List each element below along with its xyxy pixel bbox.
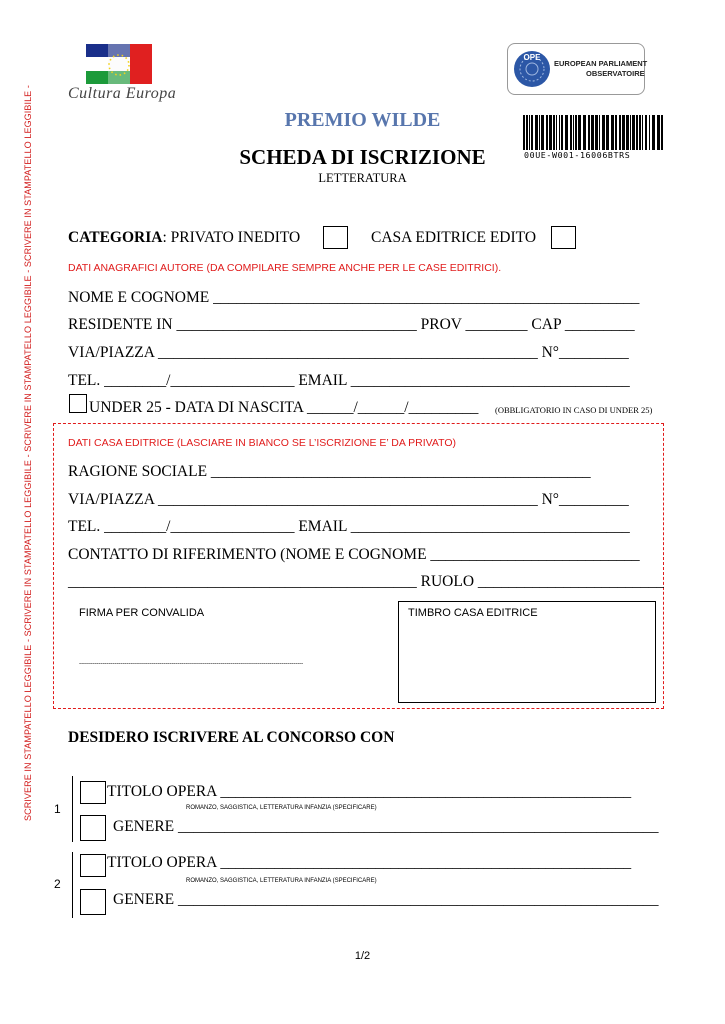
works-heading: DESIDERO ISCRIVERE AL CONCORSO CON (68, 729, 395, 746)
work-1-title-checkbox[interactable] (80, 781, 106, 804)
signature-label: FIRMA PER CONVALIDA (79, 607, 205, 619)
work-1-bracket (72, 776, 73, 842)
work-1-genre-checkbox[interactable] (80, 815, 106, 841)
cultura-europa-logo (86, 44, 152, 84)
author-contact-field[interactable]: TEL. ________/________________ EMAIL ____________________________________ (68, 372, 630, 389)
publisher-role-field[interactable]: _____________________________________________ RUOLO ________________________ (68, 573, 664, 590)
work-2-hint: ROMANZO, SAGGISTICA, LETTERATURA INFANZIA (SPECIFICARE) (186, 878, 377, 884)
category-row (68, 229, 300, 247)
work-2-number: 2 (54, 877, 61, 891)
author-address-field[interactable]: VIA/PIAZZA _________________________________________________ N°_________ (68, 344, 629, 361)
author-name-field[interactable]: NOME E COGNOME _______________________________________________________ (68, 289, 640, 306)
category-label: CATEGORIA (68, 229, 163, 246)
work-1-number: 1 (54, 802, 61, 816)
work-1-title-field[interactable]: TITOLO OPERA _____________________________________________________ (107, 783, 632, 800)
work-2-genre-field[interactable]: GENERE ______________________________________________________________ (113, 891, 659, 908)
publisher-reference-field[interactable]: CONTATTO DI RIFERIMENTO (NOME E COGNOME ___________________________ (68, 546, 640, 563)
under25-birthdate-field[interactable]: UNDER 25 - DATA DI NASCITA ______/______/_________ (89, 399, 479, 416)
publisher-address-field[interactable]: VIA/PIAZZA _________________________________________________ N°_________ (68, 491, 629, 508)
ope-logo (507, 43, 648, 95)
signature-line[interactable]: ------------------------------------------------------------------------------------------------------------------ (79, 660, 303, 667)
under25-note: (OBBLIGATORIO IN CASO DI UNDER 25) (495, 405, 653, 415)
work-2-genre-checkbox[interactable] (80, 889, 106, 915)
stamp-label: TIMBRO CASA EDITRICE (408, 607, 538, 619)
work-2-title-field[interactable]: TITOLO OPERA _____________________________________________________ (107, 854, 632, 871)
cultura-europa-caption: Cultura Europa (68, 85, 177, 102)
work-2-title-checkbox[interactable] (80, 854, 106, 877)
work-2-bracket (72, 852, 73, 918)
ope-line1: EUROPEAN PARLIAMENT (554, 59, 648, 68)
private-checkbox[interactable] (323, 226, 348, 249)
under25-checkbox[interactable] (69, 394, 87, 413)
author-note: DATI ANAGRAFICI AUTORE (DA COMPILARE SEMPRE ANCHE PER LE CASE EDITRICI). (68, 262, 502, 274)
form-title: SCHEDA DI ISCRIZIONE (239, 145, 486, 169)
page-number: 1/2 (354, 950, 371, 962)
ope-emblem-icon (512, 48, 552, 90)
svg-text:OPE: OPE (523, 53, 541, 62)
ope-line2: OBSERVATOIRE (586, 69, 645, 78)
publisher-note: DATI CASA EDITRICE (LASCIARE IN BIANCO SE L’ISCRIZIONE E’ DA PRIVATO) (68, 437, 456, 449)
author-residence-field[interactable]: RESIDENTE IN _______________________________ PROV ________ CAP _________ (68, 316, 635, 333)
barcode-text: 00UE-W001-16006BTRS (524, 150, 631, 160)
category-option-private: : PRIVATO INEDITO (162, 229, 301, 246)
work-1-genre-field[interactable]: GENERE ______________________________________________________________ (113, 818, 659, 835)
form-subtitle: LETTERATURA (318, 171, 407, 185)
publisher-checkbox[interactable] (551, 226, 576, 249)
publisher-name-field[interactable]: RAGIONE SOCIALE _________________________________________________ (68, 463, 591, 480)
work-1-hint: ROMANZO, SAGGISTICA, LETTERATURA INFANZIA (SPECIFICARE) (186, 805, 377, 811)
publisher-contact-field[interactable]: TEL. ________/________________ EMAIL ____________________________________ (68, 518, 630, 535)
prize-title: PREMIO WILDE (284, 109, 441, 131)
category-option-publisher: CASA EDITRICE EDITO (371, 229, 537, 246)
side-instruction-text: SCRIVERE IN STAMPATELLO LEGGIBILE - SCRIVERE IN STAMPATELLO LEGGIBILE - SCRIVERE IN STAMPATELLO LEGGIBILE - SCRIVERE IN STAMPATELLO LEGGIBILE - (23, 85, 33, 821)
